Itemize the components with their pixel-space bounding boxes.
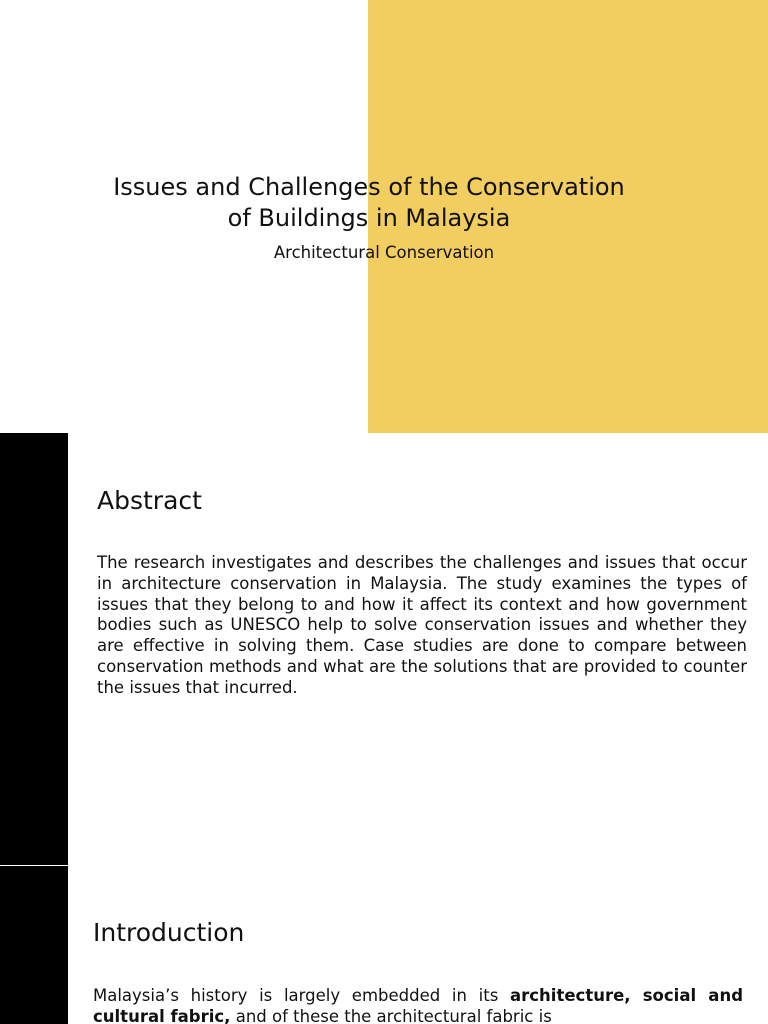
sidebar-bar xyxy=(0,866,68,1024)
introduction-body-emphasis: architecture, social and cultural fabric, xyxy=(93,986,743,1024)
abstract-slide xyxy=(0,433,768,865)
introduction-heading: Introduction xyxy=(93,918,245,947)
sidebar-bar xyxy=(0,433,68,865)
introduction-body-lead: Malaysia’s history is largely embedded in its xyxy=(93,986,510,1005)
document-title-line-1: Issues and Challenges of the Conservation xyxy=(113,173,625,201)
document-title-line-2: of Buildings in Malaysia xyxy=(227,204,511,232)
document-subtitle: Architectural Conservation xyxy=(273,243,495,262)
title-slide xyxy=(0,0,768,433)
introduction-body-tail: and of these the architectural fabric is xyxy=(230,1006,552,1024)
abstract-heading: Abstract xyxy=(97,486,202,515)
abstract-body: The research investigates and describes the challenges and issues that occur in architecture conservation in Malaysia. The study examines the types of issues that they belong to and how it affect its context and how government bodies such as UNESCO help to solve conservation issues and whether they are effective in solving them. Case studies are done to compare between conservation methods and what are the solutions that are provided to counter the issues that incurred. xyxy=(97,553,747,697)
introduction-body xyxy=(93,986,743,1024)
document-title xyxy=(30,172,708,234)
introduction-slide xyxy=(0,866,768,1024)
